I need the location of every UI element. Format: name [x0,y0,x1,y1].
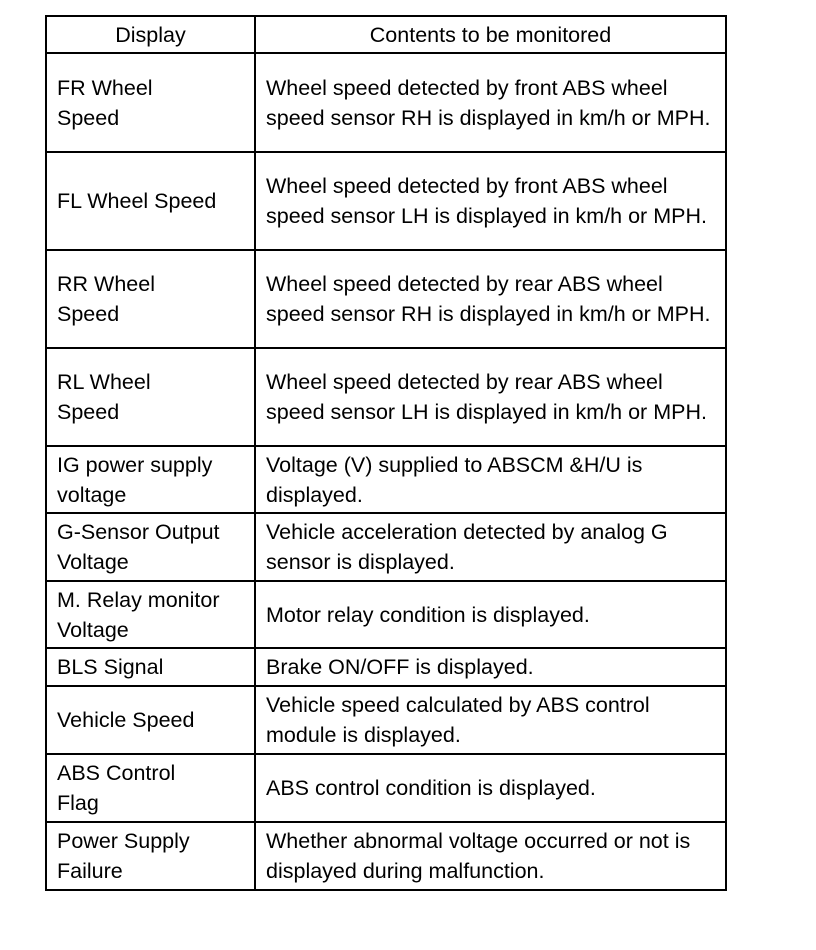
display-cell: Power Supply Failure [46,822,255,890]
display-cell: Vehicle Speed [46,686,255,754]
header-display: Display [46,16,255,53]
table-row [46,348,726,446]
display-cell: RL Wheel Speed [46,348,255,446]
table-row [46,648,726,686]
contents-cell: Voltage (V) supplied to ABSCM &H/U is displayed. [255,446,726,513]
table-row [46,822,726,890]
display-cell: FL Wheel Speed [46,152,255,250]
contents-cell: Wheel speed detected by front ABS wheel speed sensor RH is displayed in km/h or MPH. [255,53,726,152]
display-cell: IG power supply voltage [46,446,255,513]
display-cell: BLS Signal [46,648,255,686]
table-row [46,446,726,513]
header-contents: Contents to be monitored [255,16,726,53]
contents-cell: Wheel speed detected by front ABS wheel speed sensor LH is displayed in km/h or MPH. [255,152,726,250]
contents-cell: ABS control condition is displayed. [255,754,726,822]
display-cell: G-Sensor Output Voltage [46,513,255,581]
monitor-table [45,15,727,891]
table-row [46,53,726,152]
display-cell: ABS Control Flag [46,754,255,822]
display-cell: RR Wheel Speed [46,250,255,348]
table-row [46,754,726,822]
contents-cell: Motor relay condition is displayed. [255,581,726,648]
display-cell: M. Relay monitor Voltage [46,581,255,648]
header-row [46,16,726,53]
contents-cell: Wheel speed detected by rear ABS wheel speed sensor LH is displayed in km/h or MPH. [255,348,726,446]
contents-cell: Vehicle acceleration detected by analog G sensor is displayed. [255,513,726,581]
contents-cell: Whether abnormal voltage occurred or not is displayed during malfunction. [255,822,726,890]
table-row [46,250,726,348]
table-row [46,513,726,581]
table-row [46,581,726,648]
display-cell: FR Wheel Speed [46,53,255,152]
contents-cell: Vehicle speed calculated by ABS control module is displayed. [255,686,726,754]
table-row [46,152,726,250]
table-row [46,686,726,754]
contents-cell: Wheel speed detected by rear ABS wheel speed sensor RH is displayed in km/h or MPH. [255,250,726,348]
contents-cell: Brake ON/OFF is displayed. [255,648,726,686]
